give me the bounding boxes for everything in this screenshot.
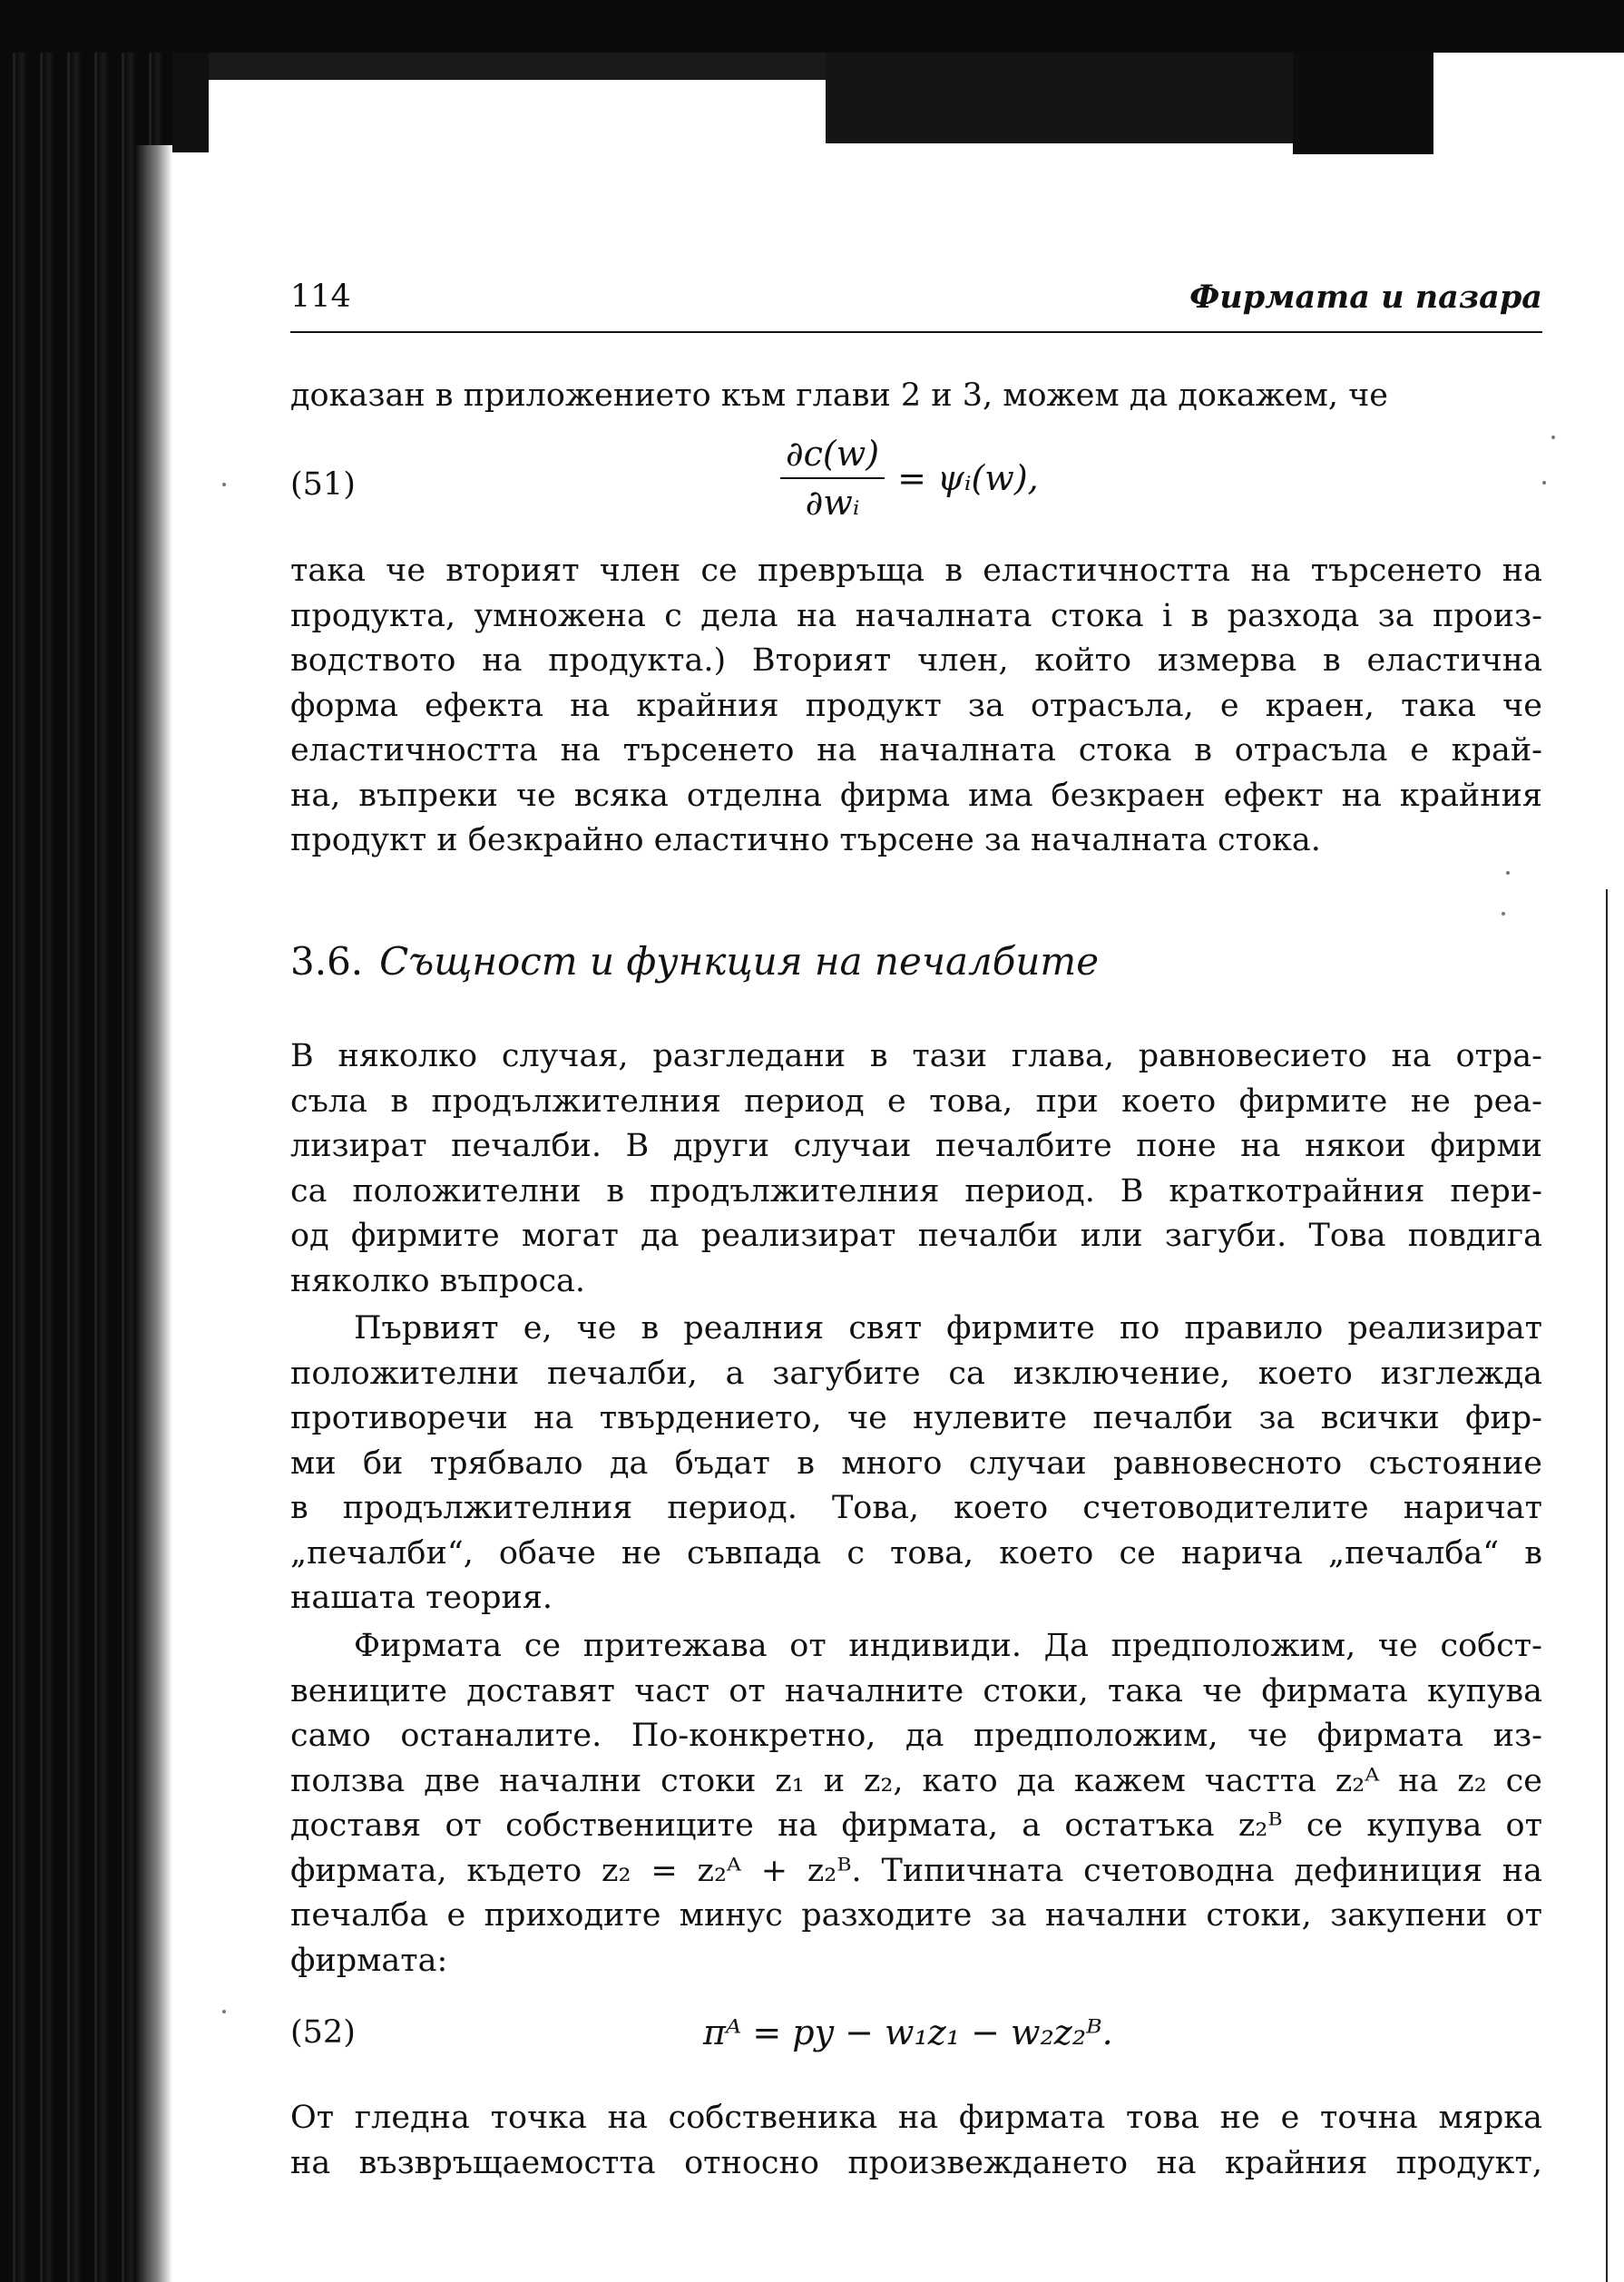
scan-speck: [1542, 481, 1546, 485]
scan-speck: [222, 2010, 226, 2013]
scan-artifact-top-band: [209, 53, 826, 80]
paragraph: От гледна точка на собственика на фирмата това не е точна мярка на възвръщаемостта относно произвеждането на крайния продукт,: [290, 2100, 1542, 2181]
scan-speck: [222, 483, 226, 486]
equation-body: [780, 434, 1039, 523]
section-number: 3.6.: [290, 939, 364, 984]
equation-label: (52): [290, 2014, 356, 2051]
scan-artifact-top-middle: [826, 53, 1293, 143]
fraction: [780, 434, 885, 523]
equation-label: (51): [290, 466, 356, 503]
equation-51: [290, 434, 1542, 534]
paragraph-continuation: така че вторият член се превръща в еластичността на търсенето на продукта, умножена с дела на началната стока i в разхода за произ- водството на продукта.) Вторият член, който измерва в еластична форма ефекта на крайния продукт за отрасъла, е краен, така че еластичността на търсенето на началната стока в отрасъла е край- на, въпреки че всяка отделна фирма има безкраен ефект на крайния продукт и безкрайно еластично търсене за началната стока.: [290, 553, 1542, 858]
page-header: [290, 277, 1542, 333]
paragraph: Фирмата се притежава от индивиди. Да предположим, че собст- вениците доставят част от началните стоки, така че фирмата купува само останалите. По-конкретно, да предположим, че фирмата из- ползва две начални стоки z₁ и z₂, като да кажем частта z₂ᴬ на z₂ се доставя от собствениците на фирмата, а остатъка z₂ᴮ се купува от фирмата, където z₂ = z₂ᴬ + z₂ᴮ. Типичната счетоводна дефиниция на печалба е приходите минус разходите за начални стоки, закупени от фирмата:: [290, 1628, 1542, 1979]
equation-body: [703, 2013, 1113, 2052]
fraction-denominator: ∂wᵢ: [805, 483, 860, 523]
running-title: Фирмата и пазара: [1189, 279, 1542, 316]
scan-speck: [1506, 871, 1510, 875]
scan-border-top: [0, 0, 1624, 53]
scan-speck: [1502, 912, 1505, 916]
scan-border-right-line: [1606, 889, 1608, 2282]
scan-border-left-fade: [136, 145, 172, 2282]
page-number: 114: [290, 279, 351, 315]
intro-line: доказан в приложението към глави 2 и 3, можем да докажем, че: [290, 377, 1388, 414]
equation-rhs: = ψᵢ(w),: [897, 458, 1039, 498]
paragraph: Първият е, че в реалния свят фирмите по правило реализират положителни печалби, а загубите са изключение, което изглежда противоречи на твърдението, че нулевите печалби за всички фир- ми би трябвало да бъдат в много случаи равновесното състояние в продължителния период. Това, което счетоводителите наричат „печалби“, обаче не съвпада с това, което се нарича „печалба“ в нашата теория.: [290, 1310, 1542, 1616]
equation-52: [290, 2005, 1542, 2069]
paragraph: В няколко случая, разгледани в тази глава, равновесието на отра- съла в продължителния период е това, при което фирмите не реа- лизират печалби. В други случаи печалбите поне на някои фирми са положителни в продължителния период. В краткотрайния пери- од фирмите могат да реализират печалби или загуби. Това повдига няколко въпроса.: [290, 1038, 1542, 1299]
section-heading: [290, 939, 1099, 984]
scan-artifact-top-right: [1293, 53, 1433, 154]
fraction-numerator: ∂c(w): [780, 434, 885, 479]
equation-expression: πᴬ = py − w₁z₁ − w₂z₂ᴮ.: [703, 2013, 1113, 2052]
scan-speck: [1551, 436, 1555, 439]
section-title: Същност и функция на печалбите: [379, 939, 1100, 984]
